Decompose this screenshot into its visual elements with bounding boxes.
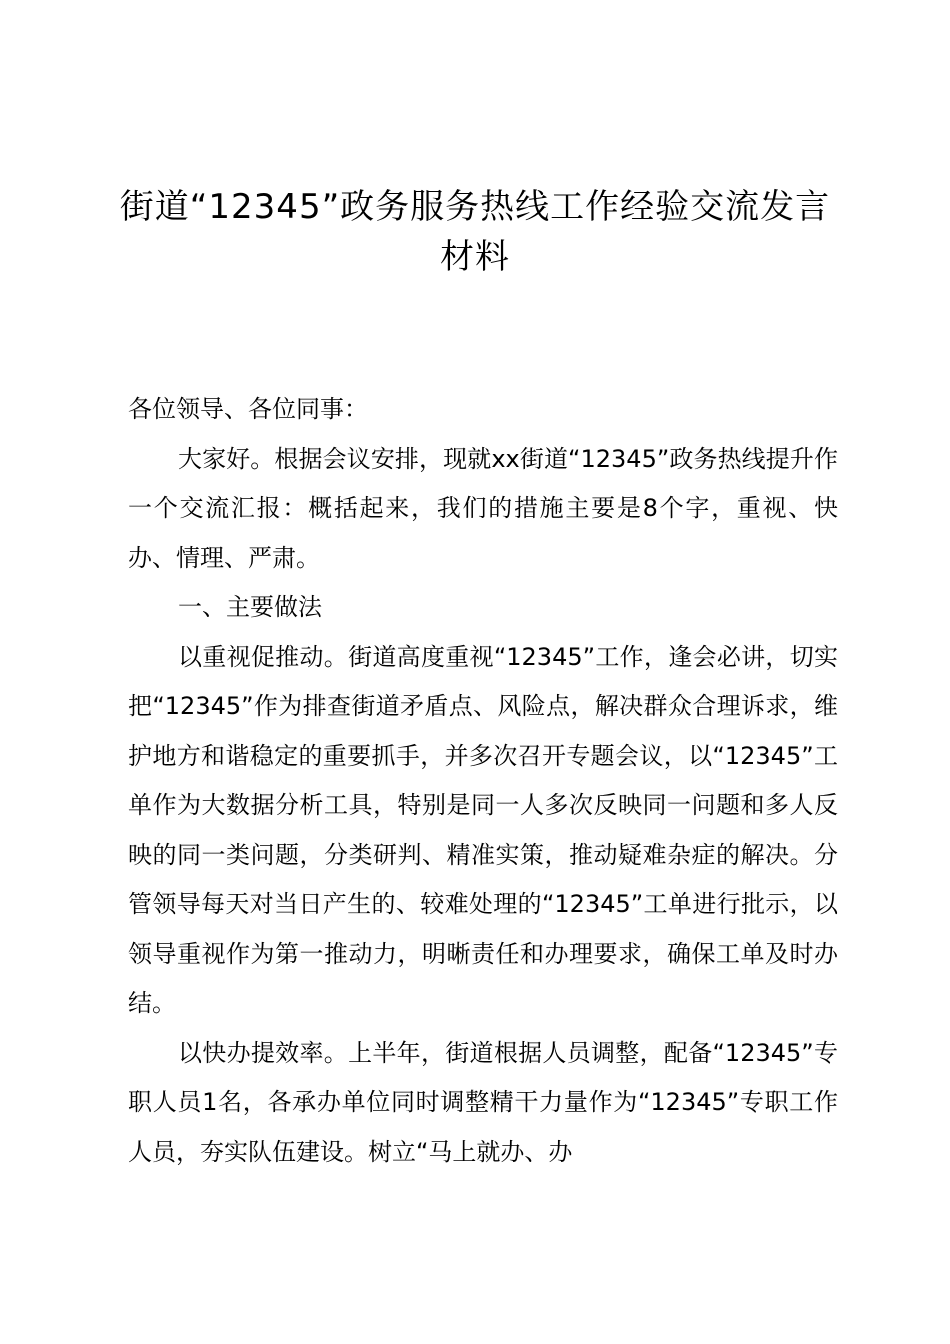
section-heading: 一、主要做法 [178, 593, 322, 621]
document-body [128, 380, 838, 1177]
title-line-1: 街道“12345”政务服务热线工作经验交流发言 [119, 187, 831, 227]
document-title [100, 182, 850, 282]
title-line-2: 材料 [440, 237, 510, 277]
paragraph-efficiency: 以快办提效率。上半年，街道根据人员调整，配备“12345”专职人员1名，各承办单位同时调整精干力量作为“12345”专职工作人员，夯实队伍建设。树立“马上就办、办 [128, 1038, 838, 1166]
paragraph-emphasis: 以重视促推动。街道高度重视“12345”工作，逢会必讲，切实把“12345”作为排查街道矛盾点、风险点，解决群众合理诉求，维护地方和谐稳定的重要抓手，并多次召开专题会议，以“12345”工单作为大数据分析工具，特别是同一人多次反映同一问题和多人反映的同一类问题，分类研判、精准实策，推动疑难杂症的解决。分管领导每天对当日产生的、较难处理的“12345”工单进行批示，以领导重视作为第一推动力，明晰责任和办理要求，确保工单及时办结。 [128, 642, 838, 1017]
paragraph-greeting: 大家好。根据会议安排，现就xx街道“12345”政务热线提升作一个交流汇报：概括起来，我们的措施主要是8个字，重视、快办、情理、严肃。 [128, 444, 838, 572]
salutation: 各位领导、各位同事： [128, 395, 368, 423]
